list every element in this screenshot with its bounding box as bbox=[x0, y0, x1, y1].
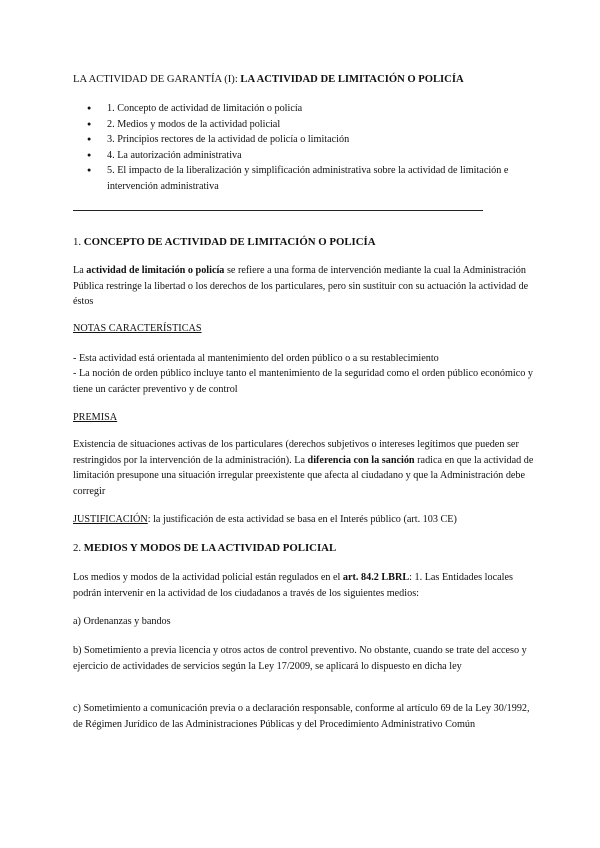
title-prefix: LA ACTIVIDAD DE GARANTÍA (I): bbox=[73, 74, 241, 85]
section-2-title: MEDIOS Y MODOS DE LA ACTIVIDAD POLICIAL bbox=[83, 542, 337, 554]
section-2-number: 2. bbox=[73, 542, 84, 554]
toc-item: ● 1. Concepto de actividad de limitación o policía bbox=[73, 101, 543, 117]
premisa-bold: diferencia con la sanción bbox=[307, 454, 415, 466]
medio-a: a) Ordenanzas y bandos bbox=[73, 616, 171, 627]
premisa-heading: PREMISA bbox=[73, 412, 118, 423]
nota-1: - Esta actividad está orientada al mantenimiento del orden público o a su restablecimiento bbox=[73, 353, 439, 364]
medio-c: c) Sometimiento a comunicación previa o a declaración responsable, conforme al artículo 69 de la Ley 30/1992, de Régimen Jurídico de las Administraciones Públicas y del Procedimiento Administrativo Común bbox=[73, 703, 530, 730]
intro-bold: art. 84.2 LBRL bbox=[342, 572, 410, 583]
title-bold: LA ACTIVIDAD DE LIMITACIÓN O POLICÍA bbox=[240, 74, 464, 85]
medio-b: b) Sometimiento a previa licencia y otros actos de control preventivo. No obstante, cuando se trate del acceso y ejercicio de actividades de servicios según la Ley 17/2009, se aplicará lo dispuesto en dicha ley bbox=[73, 645, 527, 672]
nota-2: - La noción de orden público incluye tanto el mantenimiento de la seguridad como el orden público económico y tiene un carácter preventivo y de control bbox=[73, 368, 533, 395]
section-2-heading bbox=[73, 541, 535, 557]
definition-lead: La bbox=[73, 265, 87, 276]
section-1-number: 1. bbox=[73, 236, 84, 248]
definition-paragraph bbox=[73, 263, 535, 310]
toc-item: ● 2. Medios y modos de la actividad policial bbox=[73, 117, 543, 133]
toc-item: ● 3. Principios rectores de la actividad de policía o limitación bbox=[73, 132, 543, 148]
section-1-title: CONCEPTO DE ACTIVIDAD DE LIMITACIÓN O POLICÍA bbox=[83, 236, 376, 248]
definition-text: se refiere a una forma de intervención mediante la cual la Administración Pública restringe la libertad o los derechos de los particulares, pero sin sustituir con su actuación la actividad de éstos bbox=[73, 265, 529, 307]
section-1-heading bbox=[73, 235, 535, 251]
justificacion-heading: JUSTIFICACIÓN bbox=[73, 514, 148, 525]
section-2-intro bbox=[73, 570, 535, 601]
justificacion-text: : la justificación de esta actividad se basa en el Interés público (art. 103 CE) bbox=[147, 514, 457, 525]
intro-text-a: Los medios y modos de la actividad policial están regulados en el bbox=[73, 572, 343, 583]
horizontal-divider bbox=[73, 210, 483, 211]
document-title bbox=[73, 72, 535, 88]
premisa-text-a: Existencia de situaciones activas de los particulares (derechos subjetivos o intereses legítimos que pueden ser restringidos por la intervención de la administración). La bbox=[73, 439, 519, 466]
justificacion-paragraph bbox=[73, 512, 535, 528]
premisa-text-b: radica en que la actividad de limitación presupone una situación irregular preexistente que afecta al ciudadano y que la Administración debe corregir bbox=[73, 454, 534, 497]
table-of-contents bbox=[73, 101, 543, 194]
toc-item: ● 4. La autorización administrativa bbox=[73, 148, 543, 164]
toc-item: ● 5. El impacto de la liberalización y simplificación administrativa sobre la actividad de limitación e intervención administrativa bbox=[73, 163, 543, 194]
intro-text-b: : 1. Las Entidades locales podrán intervenir en la actividad de los ciudadanos a través de los siguientes medios: bbox=[73, 572, 513, 599]
notas-heading: NOTAS CARACTERÍSTICAS bbox=[73, 323, 202, 334]
premisa-paragraph bbox=[73, 437, 535, 499]
definition-bold: actividad de limitación o policía bbox=[86, 265, 225, 276]
